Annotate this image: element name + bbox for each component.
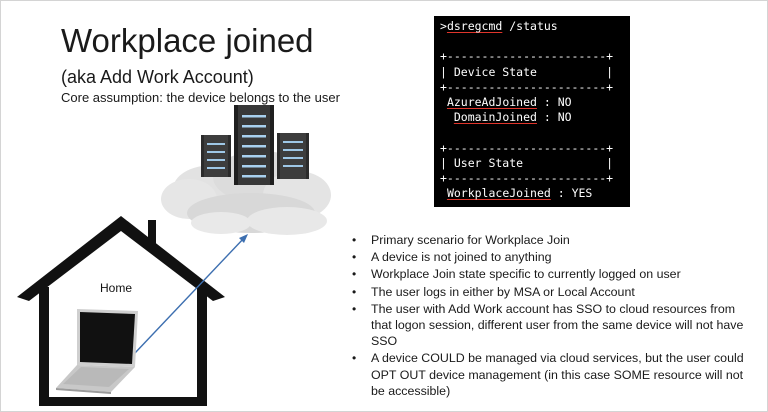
blank-line [440,34,630,49]
device-state-header: | Device State | [440,64,614,79]
laptop-icon [56,309,138,394]
server-rack-icon [201,105,309,185]
command-prompt: > [440,19,447,33]
border-line: +-----------------------+ [440,49,614,64]
user-state-header: | User State | [440,155,614,170]
bullet-item: • The user with Add Work account has SSO to cloud resources from that logon session, different user from the same device will not have SSO [347,301,757,350]
slide-caption: Core assumption: the device belongs to the user [61,90,340,105]
domain-row [440,110,630,125]
workplace-value: : YES [550,186,593,201]
bullet-item: • A device COULD be managed via cloud services, but the user could OPT OUT device management (in this case SOME resource will not be accessible) [347,350,757,399]
blank-line [440,125,630,140]
azure-label: AzureAdJoined [446,94,537,109]
border-line: +-----------------------+ [440,140,614,155]
bullet-item: • A device is not joined to anything [347,249,757,265]
bullet-item: • The user logs in either by MSA or Local Account [347,284,757,300]
workplace-label: WorkplaceJoined [446,186,551,201]
terminal-window [434,16,630,207]
domain-label: DomainJoined [453,110,537,125]
bullet-list [347,232,757,400]
bullet-item: • Primary scenario for Workplace Join [347,232,757,248]
slide-title: Workplace joined [61,22,314,59]
slide-subtitle: (aka Add Work Account) [61,67,254,87]
azure-row [440,95,630,110]
terminal-command-line [440,19,630,34]
domain-value: : NO [536,110,572,125]
bullet-item: • Workplace Join state specific to currently logged on user [347,266,757,282]
workplace-row [440,186,630,201]
border-line: +-----------------------+ [440,170,614,185]
command-arg: /status [502,19,558,33]
azure-value: : NO [536,94,572,109]
command-name: dsregcmd [446,19,503,33]
home-label: Home [100,281,133,295]
border-line: +-----------------------+ [440,79,614,94]
